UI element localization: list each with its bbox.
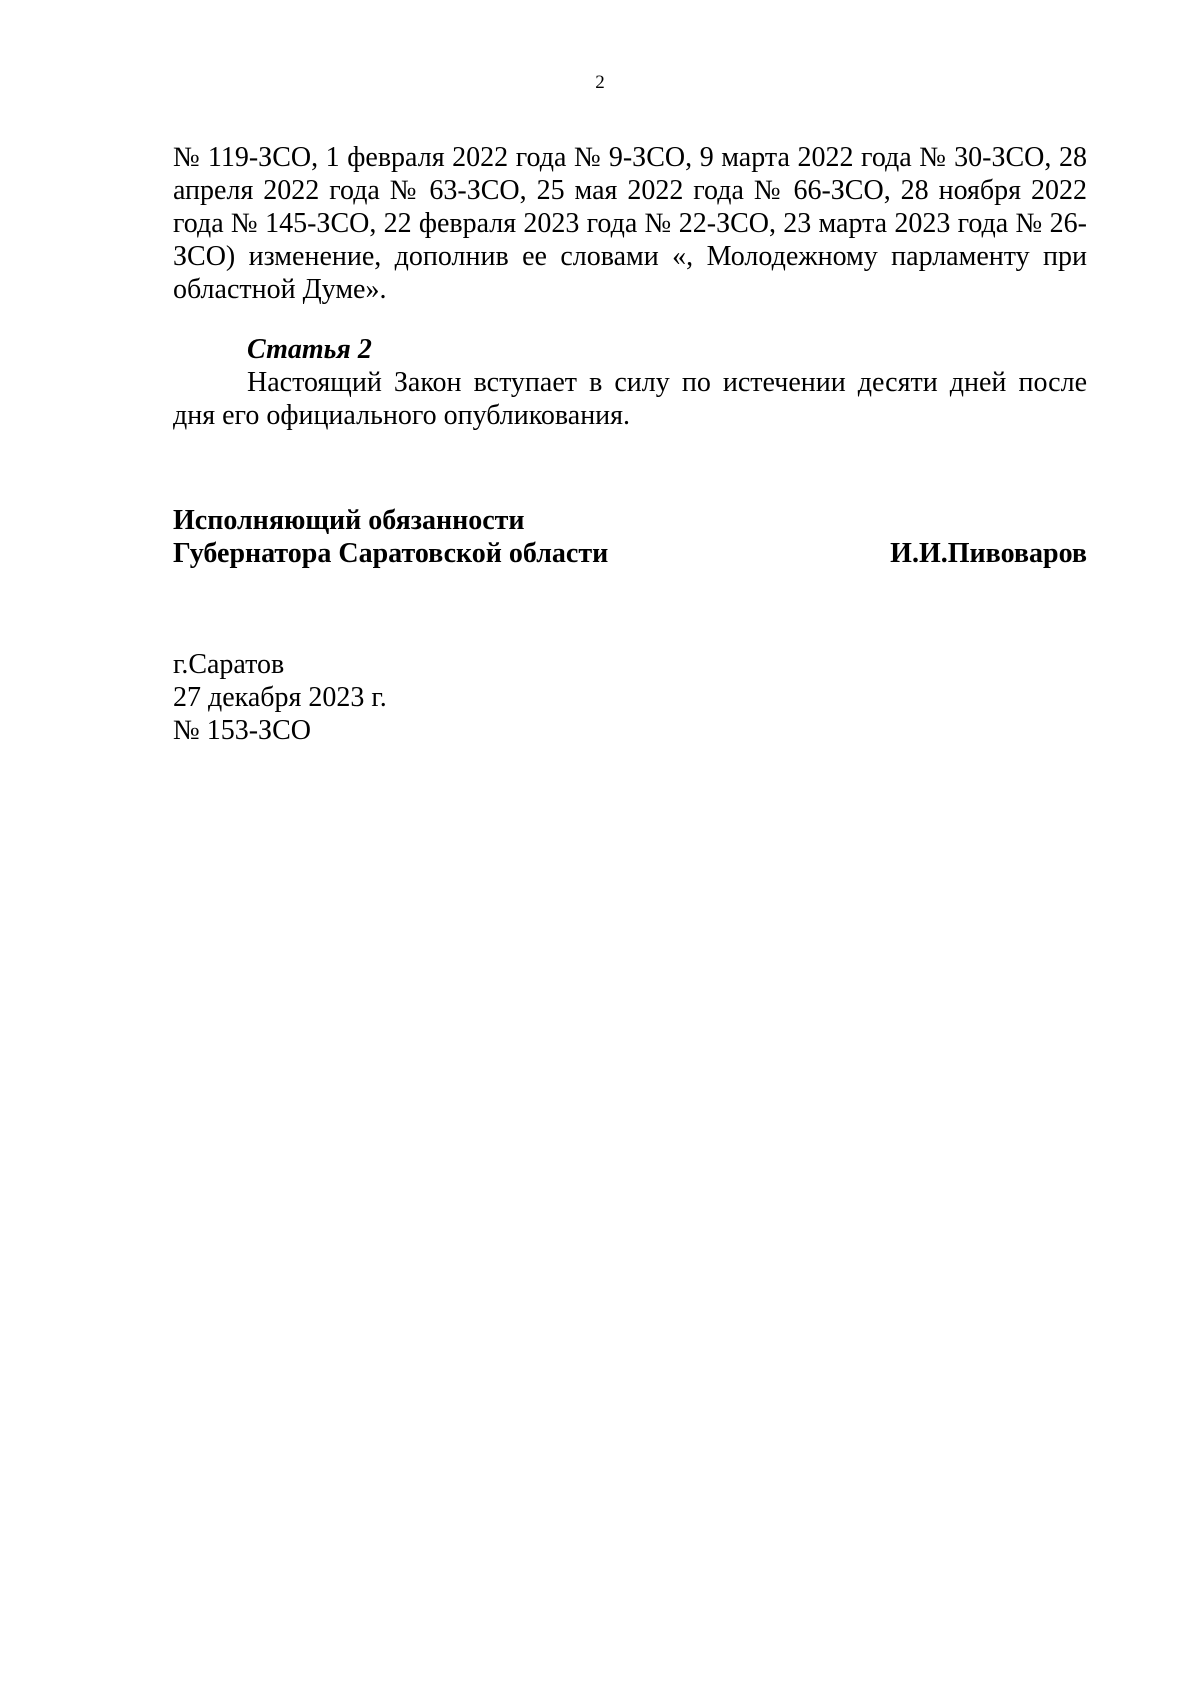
city: г.Саратов [173, 649, 285, 680]
signature-line-2 [173, 537, 1087, 570]
signature-block [173, 504, 1087, 570]
intro-paragraph: № 119-ЗСО, 1 февраля 2022 года № 9-ЗСО, 9 марта 2022 года № 30-ЗСО, 28 апреля 2022 года № 63-ЗСО, 25 мая 2022 года № 66-ЗСО, 28 ноября 2022 года № 145-ЗСО, 22 февраля 2023 года № 22-ЗСО, 23 марта 2023 года № 26-ЗСО) изменение, дополнив ее словами «, Молодежному парламенту при областной Думе». [173, 142, 1087, 305]
law-number: № 153-ЗСО [173, 715, 311, 746]
signatory-title-line-2: Губернатора Саратовской области [173, 538, 609, 569]
article-text: Настоящий Закон вступает в силу по истечении десяти дней после дня его официального опубликования. [173, 367, 1087, 431]
page-number: 2 [595, 72, 605, 93]
document-body [173, 141, 1087, 747]
signature-line-1 [173, 504, 1087, 537]
signatory-name: И.И.Пивоваров [890, 538, 1087, 569]
article-heading: Статья 2 [247, 334, 372, 365]
place-date-block [173, 648, 1087, 747]
law-date: 27 декабря 2023 г. [173, 682, 387, 713]
signatory-title-line-1: Исполняющий обязанности [173, 505, 525, 536]
